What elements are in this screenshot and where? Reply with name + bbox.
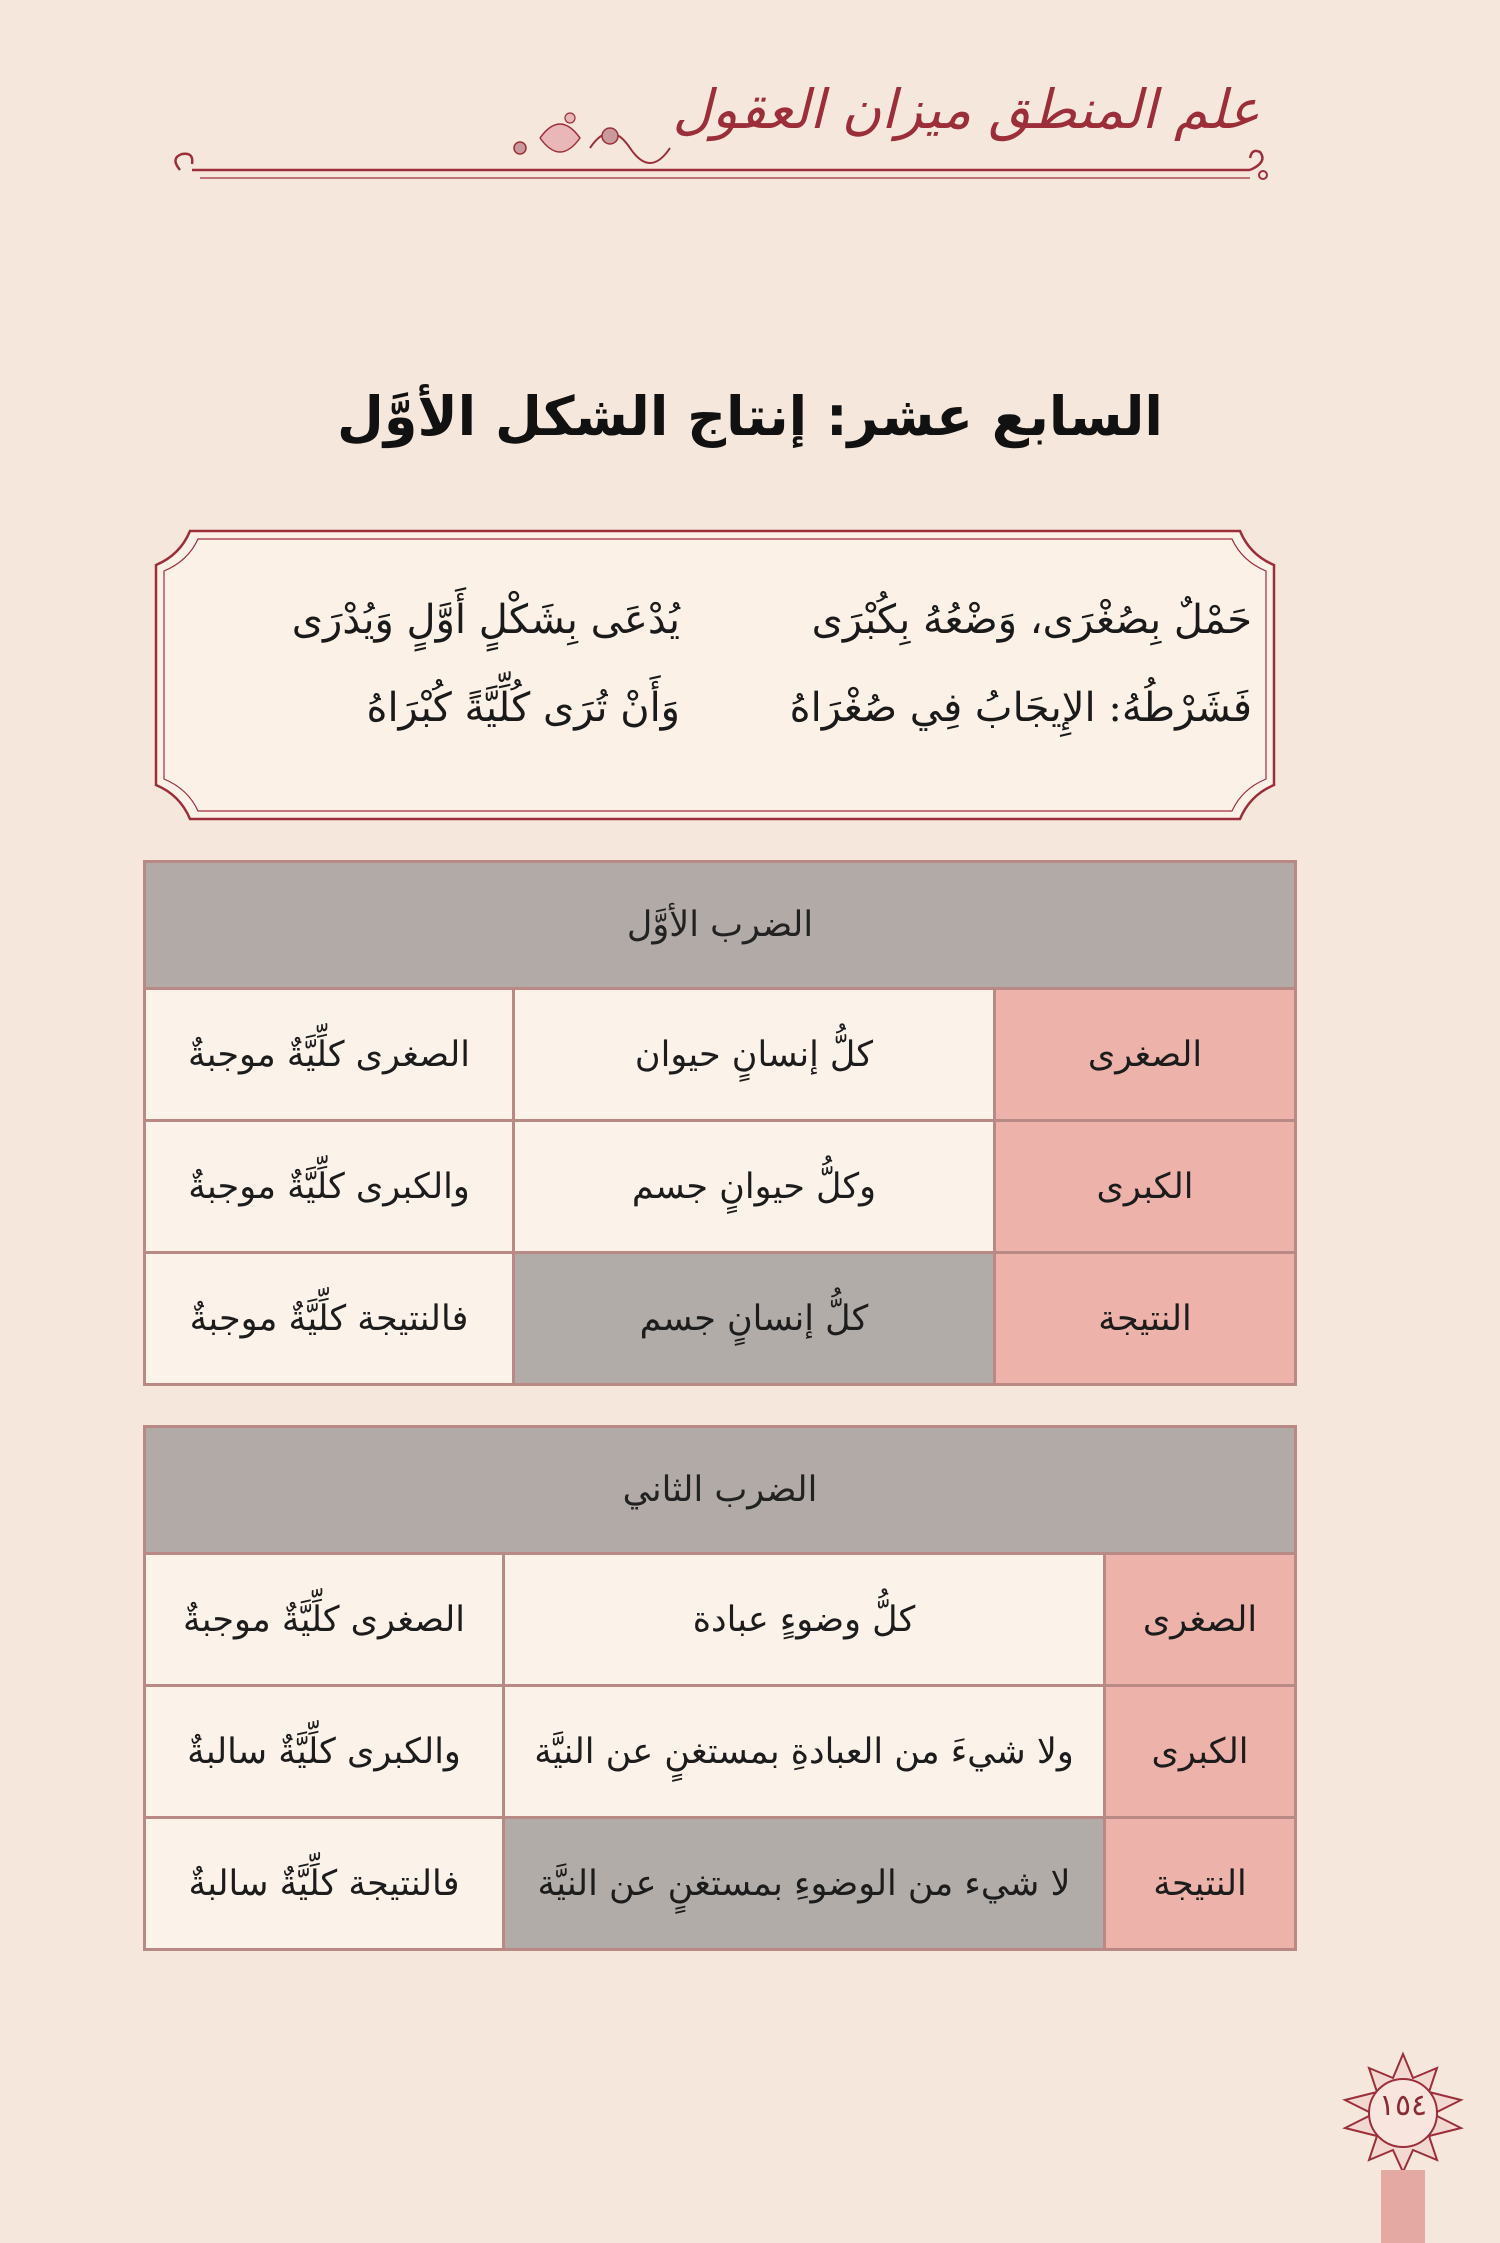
table-row — [145, 1818, 1296, 1950]
proposition-cell: ولا شيءَ من العبادةِ بمستغنٍ عن النيَّة — [504, 1686, 1105, 1818]
term-cell: النتيجة — [1105, 1818, 1296, 1950]
verse-1-first-hemistich: حَمْلٌ بِصُغْرَى، وَضْعُهُ بِكُبْرَى — [811, 597, 1252, 643]
verse-2-second-hemistich: وَأَنْ تُرَى كُلِّيَّةً كُبْرَاهُ — [366, 685, 680, 731]
description-cell: الصغرى كلِّيَّةٌ موجبةٌ — [145, 1554, 504, 1686]
verse-1-second-hemistich: يُدْعَى بِشَكْلٍ أَوَّلٍ وَيُدْرَى — [291, 597, 680, 643]
term-cell: الكبرى — [995, 1121, 1296, 1253]
running-header-title: علم المنطق ميزان العقول — [672, 78, 1260, 141]
term-cell: الصغرى — [1105, 1554, 1296, 1686]
page-edge-tab — [1381, 2170, 1425, 2243]
table-row — [145, 989, 1296, 1121]
page-number: ١٥٤ — [1378, 2088, 1428, 2123]
syllogism-table-1 — [143, 860, 1297, 1386]
poem-frame-border — [150, 525, 1280, 825]
description-cell: فالنتيجة كلِّيَّةٌ موجبةٌ — [145, 1253, 514, 1385]
table-title: الضرب الأوَّل — [145, 862, 1296, 989]
term-cell: الصغرى — [995, 989, 1296, 1121]
syllogism-table-2 — [143, 1425, 1297, 1951]
proposition-cell: وكلُّ حيوانٍ جسم — [514, 1121, 995, 1253]
proposition-cell: كلُّ وضوءٍ عبادة — [504, 1554, 1105, 1686]
page-number-badge — [1333, 2048, 1473, 2178]
table-row — [145, 1253, 1296, 1385]
running-header — [160, 78, 1280, 198]
proposition-cell: كلُّ إنسانٍ جسم — [514, 1253, 995, 1385]
proposition-cell: لا شيء من الوضوءِ بمستغنٍ عن النيَّة — [504, 1818, 1105, 1950]
table-row — [145, 1686, 1296, 1818]
term-cell: النتيجة — [995, 1253, 1296, 1385]
proposition-cell: كلُّ إنسانٍ حيوان — [514, 989, 995, 1121]
description-cell: والكبرى كلِّيَّةٌ موجبةٌ — [145, 1121, 514, 1253]
description-cell: فالنتيجة كلِّيَّةٌ سالبةٌ — [145, 1818, 504, 1950]
poem-frame — [150, 525, 1280, 825]
term-cell: الكبرى — [1105, 1686, 1296, 1818]
description-cell: والكبرى كلِّيَّةٌ سالبةٌ — [145, 1686, 504, 1818]
description-cell: الصغرى كلِّيَّةٌ موجبةٌ — [145, 989, 514, 1121]
table-row — [145, 1121, 1296, 1253]
table-row — [145, 1554, 1296, 1686]
verse-2-first-hemistich: فَشَرْطُهُ: الإِيجَابُ فِي صُغْرَاهُ — [789, 685, 1252, 731]
table-title: الضرب الثاني — [145, 1427, 1296, 1554]
section-heading: السابع عشر: إنتاج الشكل الأوَّل — [337, 385, 1163, 448]
